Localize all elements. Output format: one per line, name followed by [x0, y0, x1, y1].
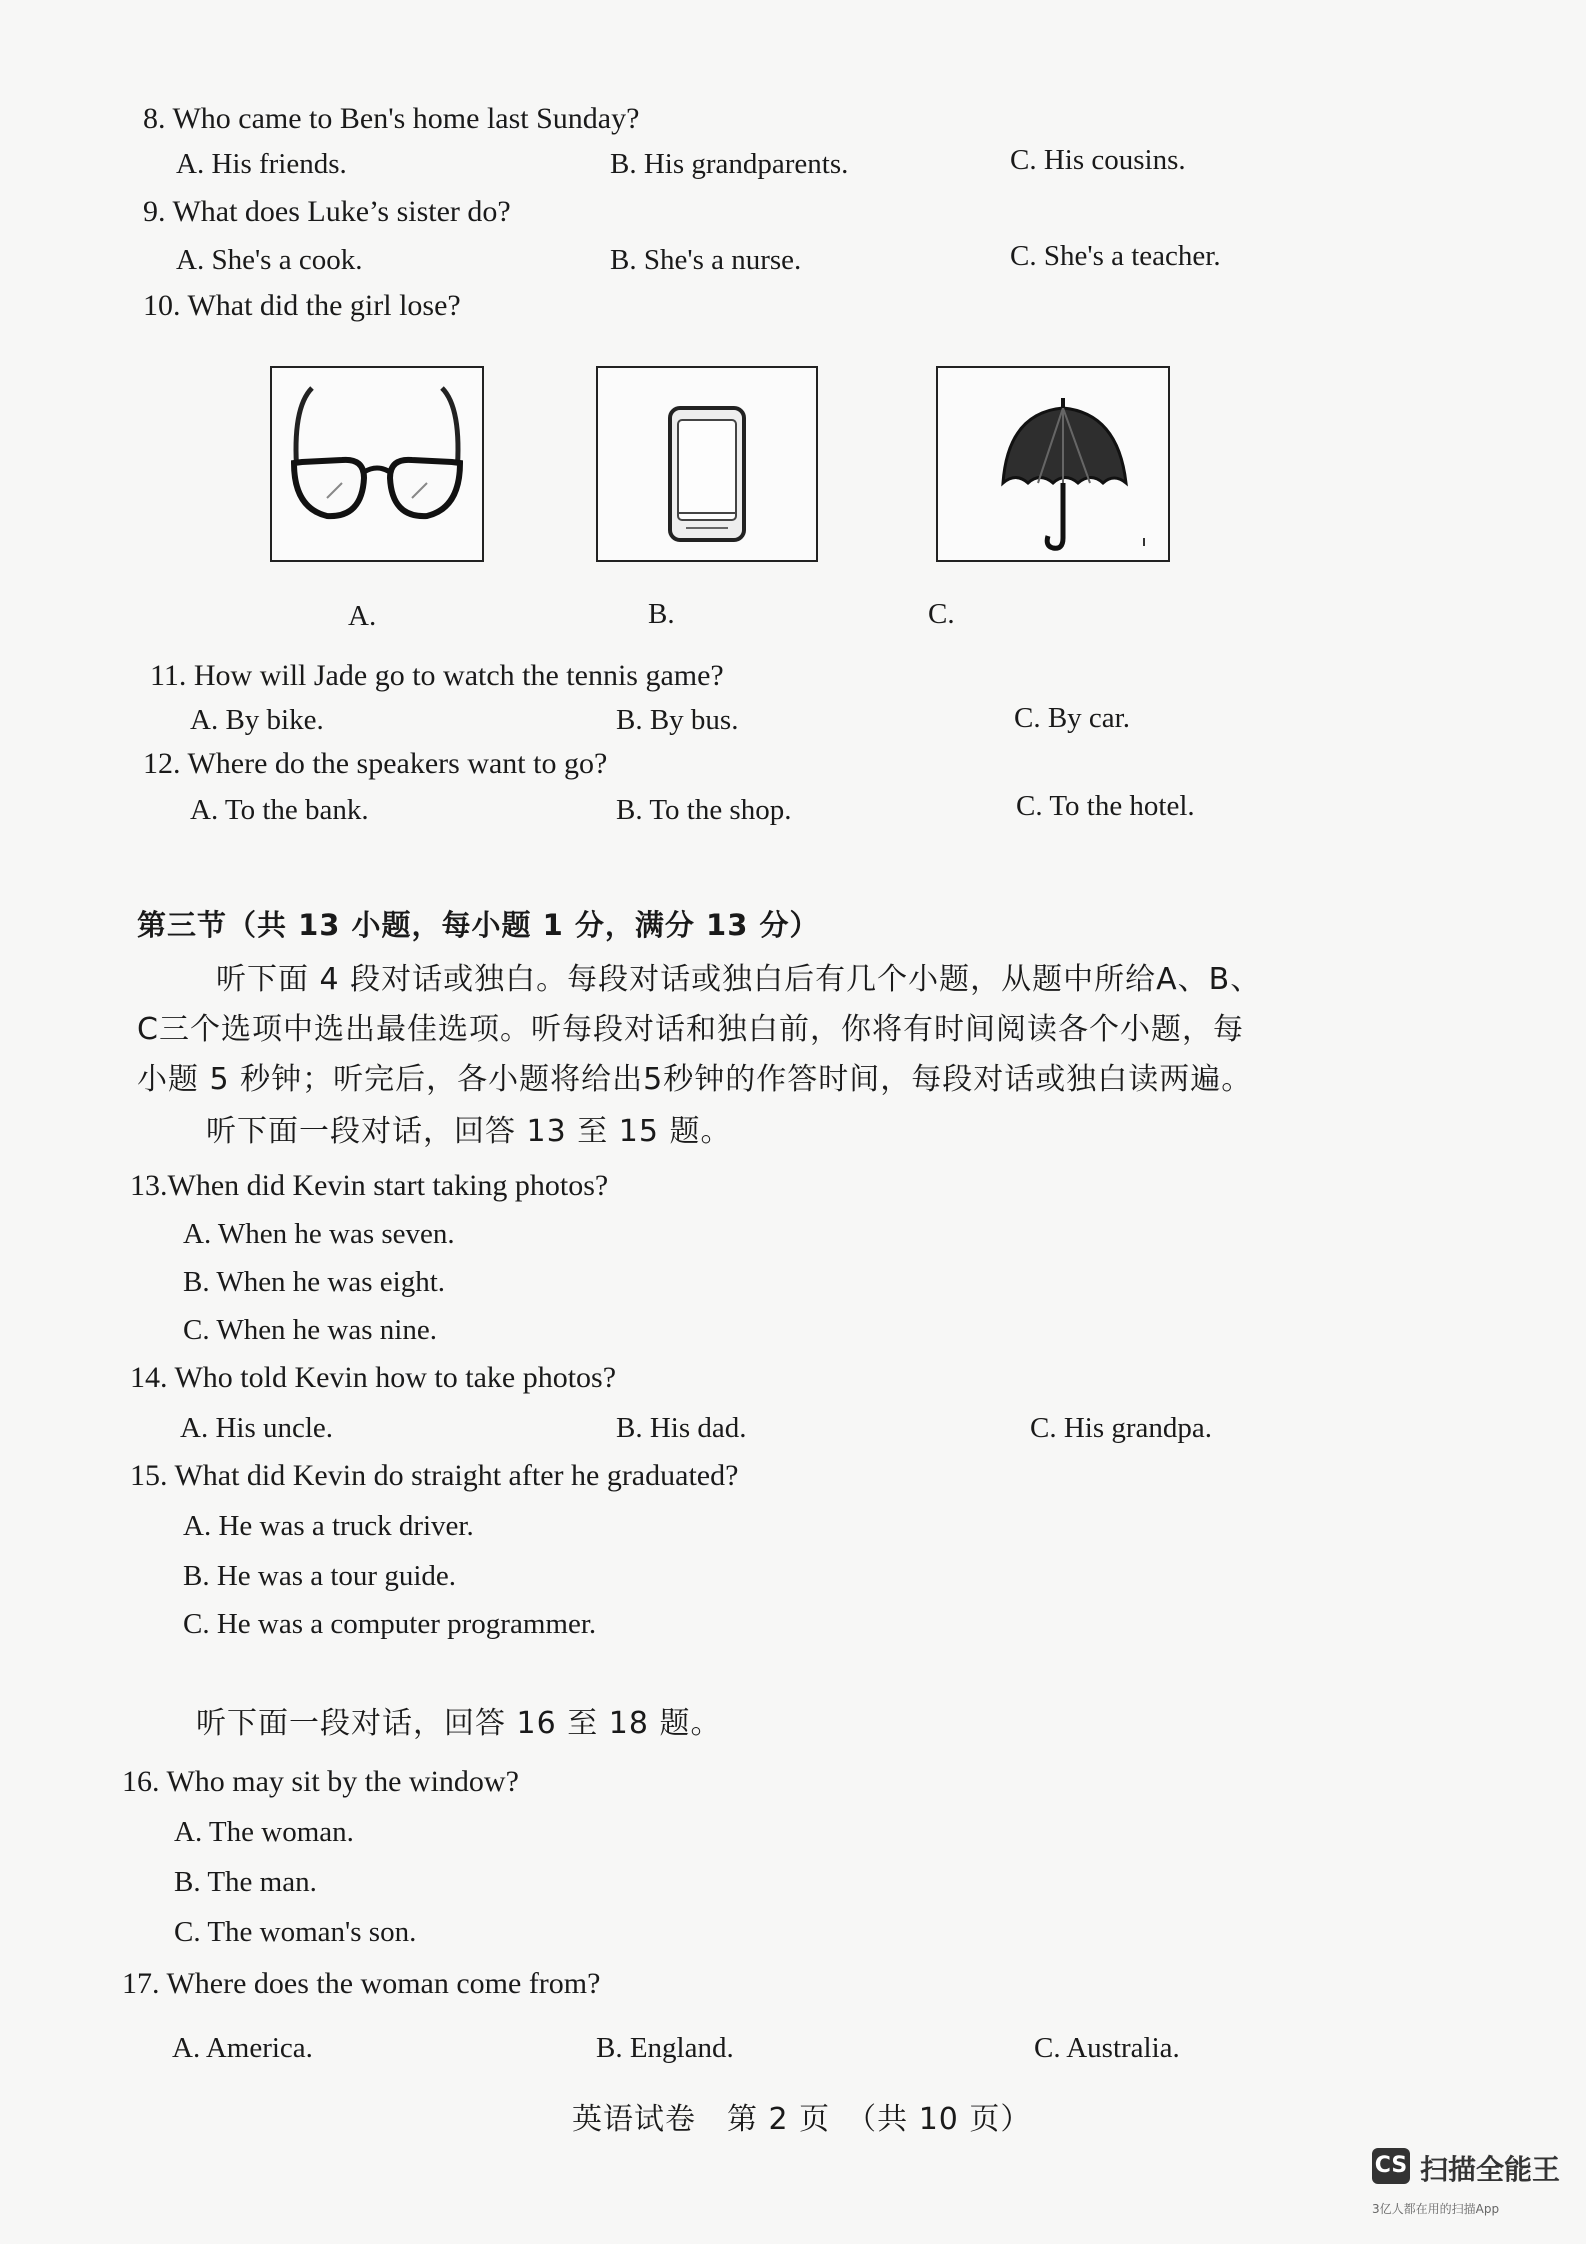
q9-option-a: A. She's a cook.	[176, 244, 363, 276]
q17-option-a: A. America.	[172, 2032, 313, 2064]
q13-option-b: B. When he was eight.	[183, 1266, 446, 1298]
question-14: 14. Who told Kevin how to take photos?	[130, 1361, 617, 1394]
camscanner-watermark-title: 扫描全能王	[1420, 2153, 1561, 2186]
question-12: 12. Where do the speakers want to go?	[143, 747, 608, 780]
q14-option-a: A. His uncle.	[180, 1412, 334, 1444]
question-10: 10. What did the girl lose?	[143, 289, 461, 322]
q10-option-a: A.	[348, 600, 377, 632]
q13-option-c: C. When he was nine.	[183, 1314, 437, 1346]
section-3-instructions-3: 小题 5 秒钟；听完后，各小题将给出5秒钟的作答时间，每段对话或独白读两遍。	[137, 1062, 1253, 1097]
q8-option-b: B. His grandparents.	[610, 148, 849, 180]
umbrella-icon	[938, 368, 1168, 560]
question-9: 9. What does Luke’s sister do?	[143, 195, 511, 228]
page-footer: 英语试卷 第 2 页 （共 10 页）	[572, 2102, 1032, 2137]
q16-option-a: A. The woman.	[174, 1816, 354, 1848]
q8-option-a: A. His friends.	[176, 148, 347, 180]
question-8: 8. Who came to Ben's home last Sunday?	[143, 102, 640, 135]
q12-option-a: A. To the bank.	[190, 794, 369, 826]
dialogue-group-1-instruction: 听下面一段对话，回答 13 至 15 题。	[206, 1114, 732, 1149]
q15-option-a: A. He was a truck driver.	[183, 1510, 474, 1542]
q10-option-b: B.	[648, 598, 675, 630]
section-3-instructions-2: C三个选项中选出最佳选项。听每段对话和独白前，你将有时间阅读各个小题，每	[137, 1012, 1244, 1047]
q14-option-b: B. His dad.	[616, 1412, 747, 1444]
section-3-instructions-1: 听下面 4 段对话或独白。每段对话或独白后有几个小题，从题中所给A、B、	[216, 962, 1262, 997]
question-16: 16. Who may sit by the window?	[122, 1765, 519, 1798]
q15-option-c: C. He was a computer programmer.	[183, 1608, 597, 1640]
q17-option-b: B. England.	[596, 2032, 734, 2064]
q12-option-c: C. To the hotel.	[1016, 790, 1195, 822]
question-17: 17. Where does the woman come from?	[122, 1967, 601, 2000]
q9-option-b: B. She's a nurse.	[610, 244, 802, 276]
q12-option-b: B. To the shop.	[616, 794, 792, 826]
q15-option-b: B. He was a tour guide.	[183, 1560, 457, 1592]
question-11: 11. How will Jade go to watch the tennis game?	[150, 659, 724, 692]
q13-option-a: A. When he was seven.	[183, 1218, 455, 1250]
q8-option-c: C. His cousins.	[1010, 144, 1186, 176]
q16-option-b: B. The man.	[174, 1866, 317, 1898]
q16-option-c: C. The woman's son.	[174, 1916, 417, 1948]
camscanner-logo-icon: CS	[1372, 2148, 1410, 2184]
question-13: 13.When did Kevin start taking photos?	[130, 1169, 609, 1202]
glasses-icon	[272, 368, 482, 560]
q9-option-c: C. She's a teacher.	[1010, 240, 1221, 272]
phone-icon	[598, 368, 816, 560]
camscanner-watermark-subtitle: 3亿人都在用的扫描App	[1372, 2202, 1500, 2216]
q10-picture-a	[270, 366, 484, 562]
dialogue-group-2-instruction: 听下面一段对话，回答 16 至 18 题。	[196, 1706, 722, 1741]
section-3-heading: 第三节（共 13 小题，每小题 1 分，满分 13 分）	[137, 908, 820, 942]
q10-picture-b	[596, 366, 818, 562]
q10-picture-c	[936, 366, 1170, 562]
q17-option-c: C. Australia.	[1034, 2032, 1180, 2064]
q10-option-c: C.	[928, 598, 955, 630]
question-15: 15. What did Kevin do straight after he graduated?	[130, 1459, 739, 1492]
q11-option-b: B. By bus.	[616, 704, 739, 736]
q14-option-c: C. His grandpa.	[1030, 1412, 1213, 1444]
q11-option-c: C. By car.	[1014, 702, 1130, 734]
q11-option-a: A. By bike.	[190, 704, 324, 736]
